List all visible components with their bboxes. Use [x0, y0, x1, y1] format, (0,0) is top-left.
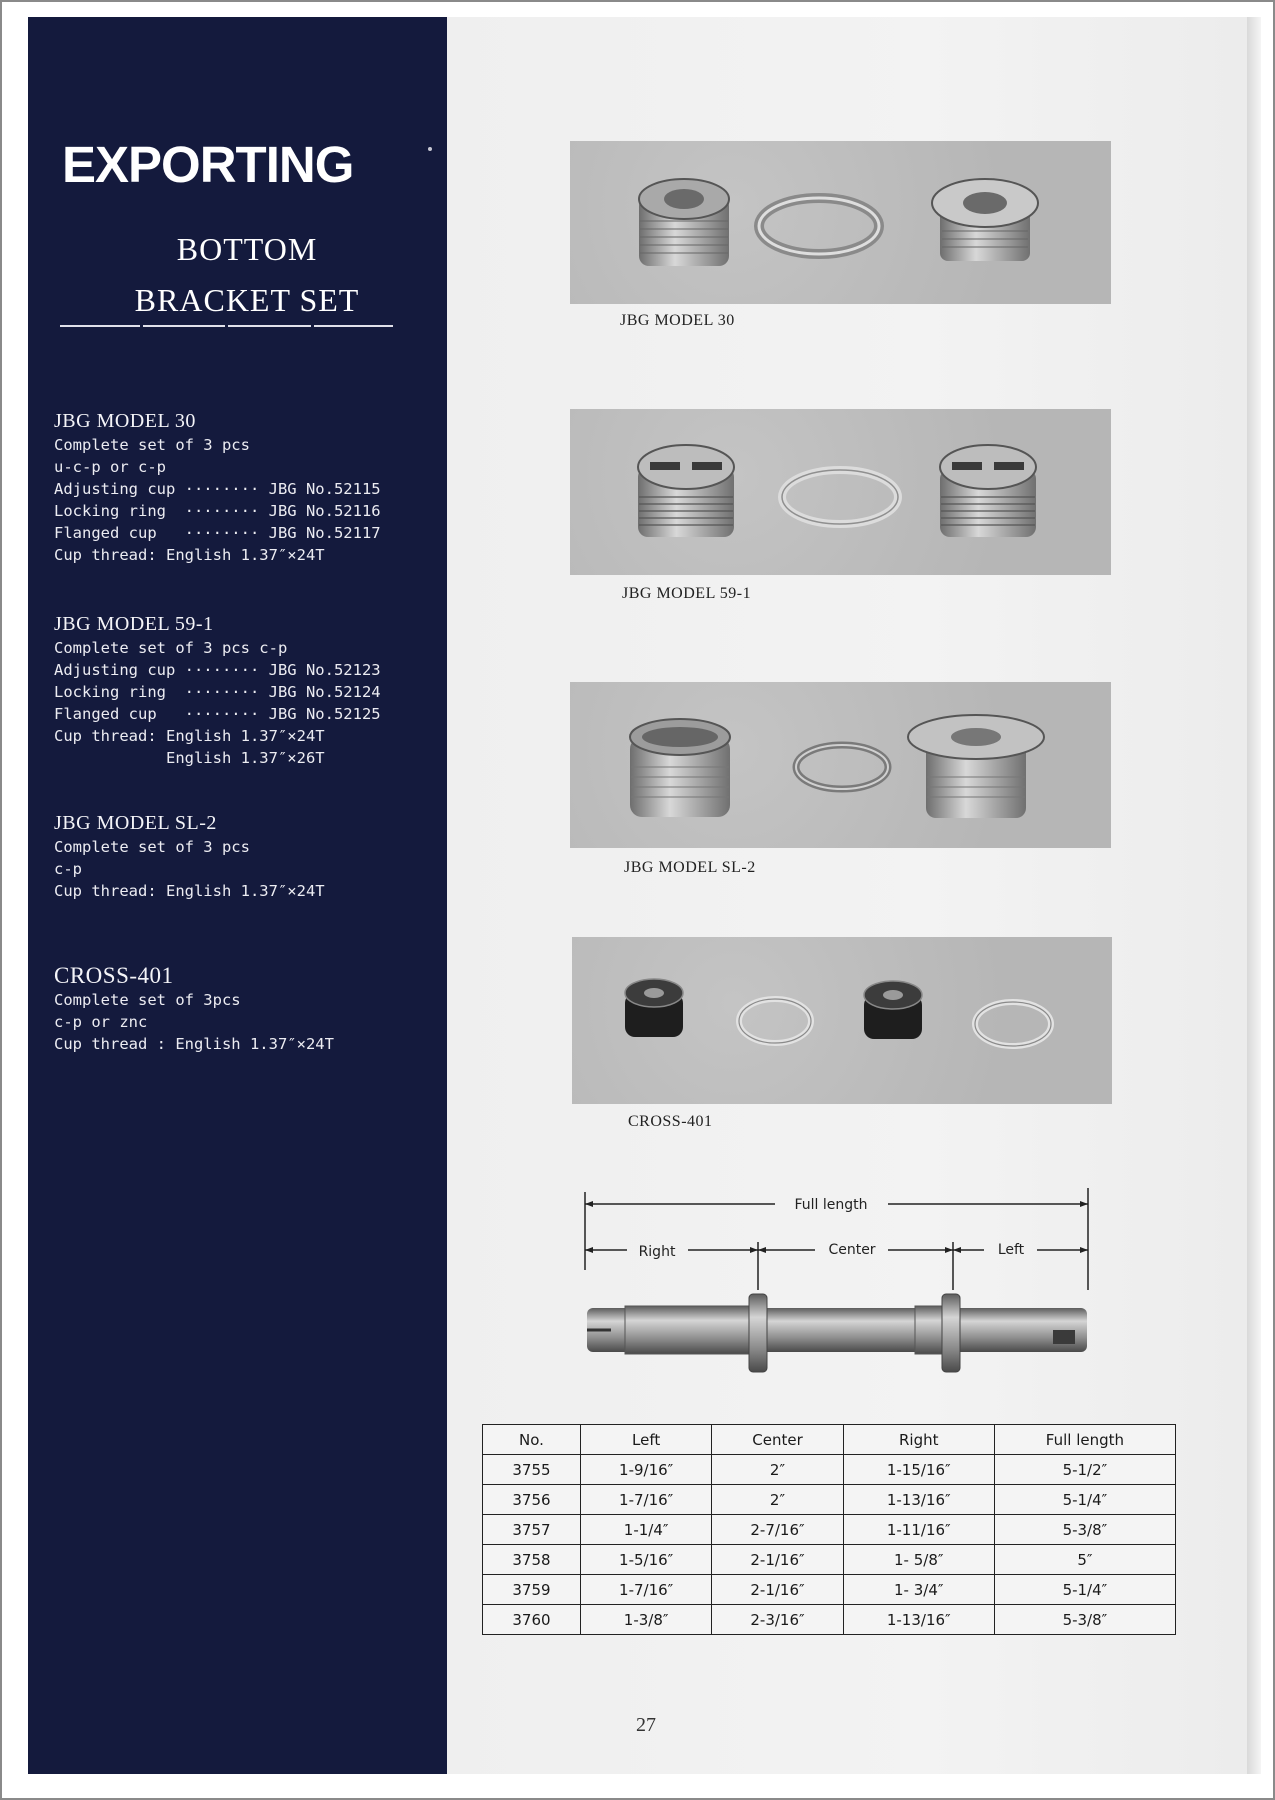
page-title: EXPORTING [62, 136, 354, 193]
table-row [483, 1485, 1176, 1515]
table-cell: 1-9/16″ [580, 1455, 711, 1485]
spec-cross-401 [54, 965, 434, 1055]
table-cell: 5-3/8″ [994, 1605, 1175, 1635]
table-cell: 1-13/16″ [843, 1605, 994, 1635]
bracket-parts-image [570, 682, 1111, 848]
table-cell: 1-15/16″ [843, 1455, 994, 1485]
spec-line: Cup thread: English 1.37″×24T [54, 882, 325, 900]
spec-line: Cup thread : English 1.37″×24T [54, 1035, 334, 1053]
table-cell: 3759 [483, 1575, 581, 1605]
spec-line: c-p or znc [54, 1013, 148, 1031]
divider-tick [225, 324, 228, 328]
spec-jbg-model-sl-2 [54, 812, 434, 902]
divider-tick [311, 324, 314, 328]
table-cell: 1-5/16″ [580, 1545, 711, 1575]
table-cell: 3758 [483, 1545, 581, 1575]
page-number: 27 [636, 1714, 656, 1736]
table-cell: 2-1/16″ [712, 1575, 843, 1605]
table-cell: 1- 3/4″ [843, 1575, 994, 1605]
spec-line: c-p [54, 860, 82, 878]
column-header: Left [580, 1425, 711, 1455]
column-header: Center [712, 1425, 843, 1455]
table-cell: 3757 [483, 1515, 581, 1545]
axle-dimension-diagram [575, 1180, 1095, 1385]
table-cell: 1-7/16″ [580, 1575, 711, 1605]
table-cell: 5-3/8″ [994, 1515, 1175, 1545]
table-cell: 5-1/4″ [994, 1575, 1175, 1605]
decorative-dot [428, 147, 432, 151]
column-header: Full length [994, 1425, 1175, 1455]
spec-line: Locking ring ········ JBG No.52124 [54, 683, 381, 701]
table-cell: 1- 5/8″ [843, 1545, 994, 1575]
table-row [483, 1545, 1176, 1575]
table-cell: 1-1/4″ [580, 1515, 711, 1545]
table-cell: 1-13/16″ [843, 1485, 994, 1515]
divider-tick [140, 324, 143, 328]
bracket-parts-image [572, 937, 1112, 1104]
axle-shaft [587, 1294, 1087, 1372]
right-label: Right [638, 1244, 676, 1260]
photo-caption: JBG MODEL SL-2 [624, 859, 756, 876]
spec-line: Cup thread: English 1.37″×24T [54, 546, 325, 564]
table-cell: 5-1/2″ [994, 1455, 1175, 1485]
photo-caption: CROSS-401 [628, 1113, 713, 1130]
bracket-parts-image [570, 141, 1111, 304]
table-row [483, 1515, 1176, 1545]
spec-line: English 1.37″×26T [54, 749, 325, 767]
dimension-table [482, 1424, 1176, 1635]
spec-line: Complete set of 3pcs [54, 991, 241, 1009]
table-cell: 5-1/4″ [994, 1485, 1175, 1515]
spec-line: Complete set of 3 pcs [54, 838, 250, 856]
spec-line: Adjusting cup ········ JBG No.52115 [54, 480, 381, 498]
table-cell: 1-11/16″ [843, 1515, 994, 1545]
spec-line: Complete set of 3 pcs c-p [54, 639, 288, 657]
full-length-label: Full length [794, 1197, 868, 1213]
table-cell: 2″ [712, 1485, 843, 1515]
left-label: Left [997, 1242, 1025, 1258]
table-cell: 2-1/16″ [712, 1545, 843, 1575]
table-cell: 3755 [483, 1455, 581, 1485]
center-label: Center [828, 1242, 876, 1258]
table-cell: 2-7/16″ [712, 1515, 843, 1545]
spec-model-title: JBG MODEL 30 [54, 410, 196, 432]
photo-jbg-model-59-1 [570, 409, 1111, 575]
page-edge [1247, 17, 1261, 1774]
photo-caption: JBG MODEL 30 [620, 312, 735, 329]
table-row [483, 1605, 1176, 1635]
spec-line: Flanged cup ········ JBG No.52125 [54, 705, 381, 723]
bracket-parts-image [570, 409, 1111, 575]
table-cell: 1-3/8″ [580, 1605, 711, 1635]
spec-line: Flanged cup ········ JBG No.52117 [54, 524, 381, 542]
spec-model-title: JBG MODEL 59-1 [54, 613, 214, 635]
spec-line: Cup thread: English 1.37″×24T [54, 727, 325, 745]
table-cell: 3760 [483, 1605, 581, 1635]
subtitle-line-2: BRACKET SET [134, 282, 360, 318]
column-header: Right [843, 1425, 994, 1455]
spec-model-title: CROSS-401 [54, 963, 174, 988]
spec-line: Complete set of 3 pcs [54, 436, 250, 454]
photo-jbg-model-30 [570, 141, 1111, 304]
table-header-row [483, 1425, 1176, 1455]
left-panel [28, 17, 447, 1774]
spec-jbg-model-30 [54, 410, 434, 566]
table-cell: 3756 [483, 1485, 581, 1515]
table-cell: 1-7/16″ [580, 1485, 711, 1515]
table-cell: 2″ [712, 1455, 843, 1485]
spec-jbg-model-59-1 [54, 613, 434, 769]
table-row [483, 1575, 1176, 1605]
photo-caption: JBG MODEL 59-1 [622, 585, 752, 602]
table-row [483, 1455, 1176, 1485]
subtitle-line-1: BOTTOM [176, 231, 318, 267]
spec-line: Adjusting cup ········ JBG No.52123 [54, 661, 381, 679]
column-header: No. [483, 1425, 581, 1455]
table-cell: 5″ [994, 1545, 1175, 1575]
spec-line: Locking ring ········ JBG No.52116 [54, 502, 381, 520]
spec-line: u-c-p or c-p [54, 458, 166, 476]
photo-jbg-model-sl-2 [570, 682, 1111, 848]
spec-model-title: JBG MODEL SL-2 [54, 812, 217, 834]
photo-cross-401 [572, 937, 1112, 1104]
table-cell: 2-3/16″ [712, 1605, 843, 1635]
